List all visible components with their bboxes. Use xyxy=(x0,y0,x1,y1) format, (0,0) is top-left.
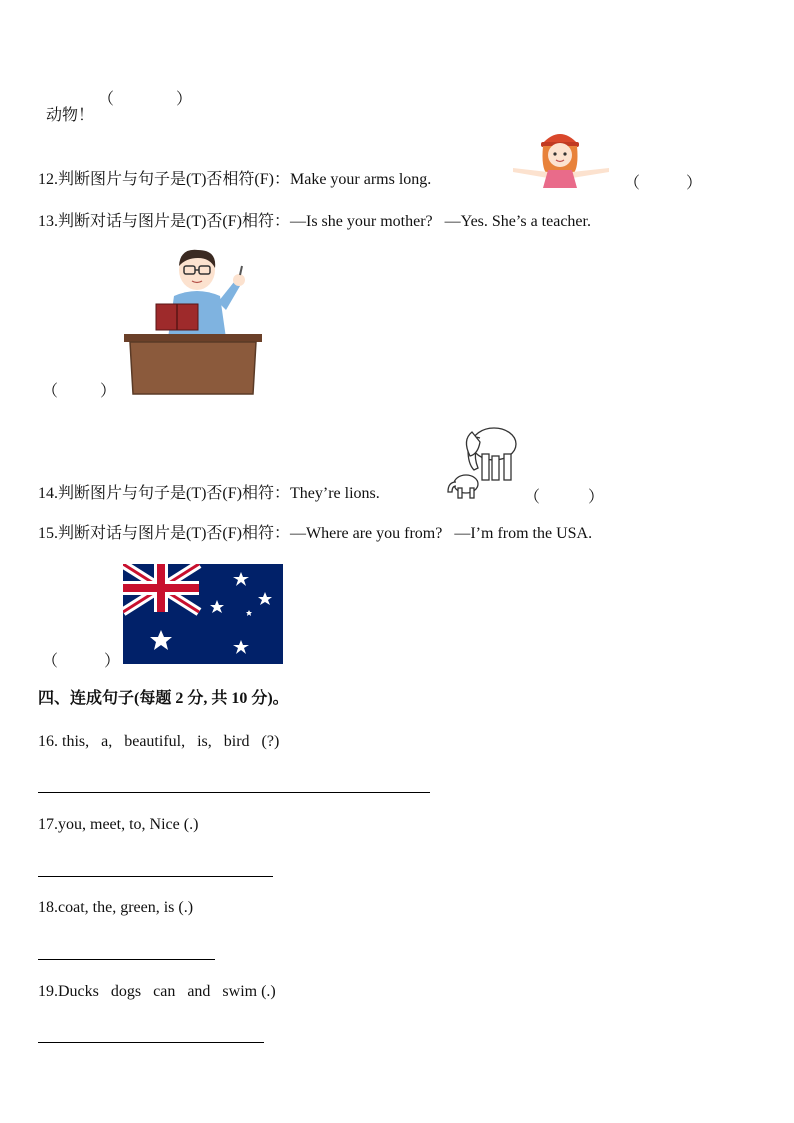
answer-bracket-open-15: （ xyxy=(42,653,59,670)
answer-bracket-close-15: ） xyxy=(104,653,121,670)
girl-stretching-arms-icon xyxy=(505,124,615,188)
answer-bracket-close-13: ） xyxy=(100,383,117,400)
teacher-at-desk-icon xyxy=(122,248,264,396)
question-13: 13.判断对话与图片是(T)否(F)相符：—Is she your mother? —Yes. She’s a teacher. xyxy=(38,213,591,230)
question-14: 14.判断图片与句子是(T)否(F)相符：They’re lions. xyxy=(38,485,380,502)
australian-flag-icon xyxy=(123,564,283,664)
answer-bracket-close-11: ） xyxy=(176,91,193,108)
answer-line-17 xyxy=(38,876,273,877)
answer-bracket-close-12: ） xyxy=(686,175,703,192)
question-17: 17.you, meet, to, Nice (.) xyxy=(38,816,199,833)
answer-bracket-open-14: （ xyxy=(524,489,541,506)
answer-bracket-open-13: （ xyxy=(42,383,59,400)
question-15: 15.判断对话与图片是(T)否(F)相符：—Where are you from? —I’m from the USA. xyxy=(38,525,593,542)
question-19: 19.Ducks dogs can and swim (.) xyxy=(38,983,276,1000)
answer-bracket-close-14: ） xyxy=(588,489,605,506)
answer-bracket-open-12: （ xyxy=(624,175,641,192)
elephant-with-calf-icon xyxy=(444,420,524,502)
question-11-text: 动物！ xyxy=(46,107,95,124)
question-16: 16. this, a, beautiful, is, bird (?) xyxy=(38,733,280,750)
question-12: 12.判断图片与句子是(T)否相符(F)：Make your arms long. xyxy=(38,171,432,188)
answer-line-16 xyxy=(38,792,430,793)
section-4-heading: 四、连成句子(每题 2 分, 共 10 分)。 xyxy=(38,690,289,707)
answer-line-18 xyxy=(38,959,215,960)
question-18: 18.coat, the, green, is (.) xyxy=(38,899,194,916)
answer-bracket-open-11: （ xyxy=(98,91,115,108)
answer-line-19 xyxy=(38,1042,264,1043)
question-11-tail xyxy=(38,86,94,126)
